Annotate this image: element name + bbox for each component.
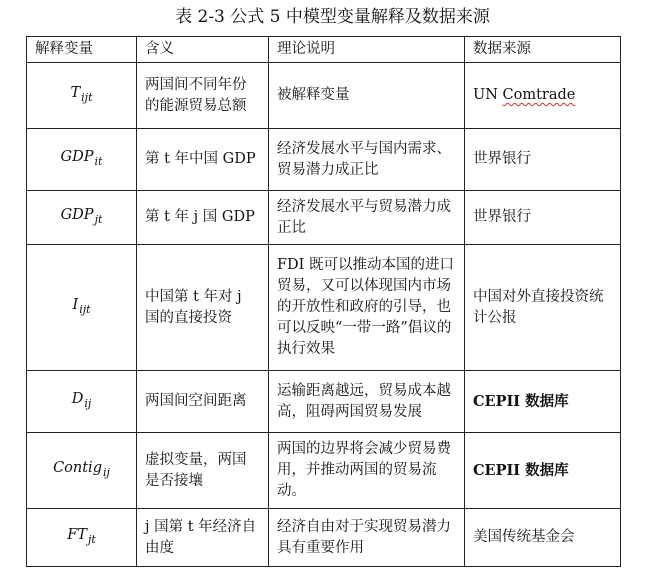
variable-cell: $GDP_{jt}$: [27, 191, 137, 245]
source-cell: 中国对外直接投资统计公报: [465, 245, 621, 371]
header-source: 数据来源: [465, 37, 621, 63]
source-cell: UN Comtrade: [465, 63, 621, 129]
source-cell: 美国传统基金会: [465, 509, 621, 567]
source-cell: CEPII 数据库: [465, 371, 621, 433]
header-theory: 理论说明: [269, 37, 465, 63]
meaning-cell: 虚拟变量，两国是否接壤: [137, 433, 269, 509]
table-row: [27, 371, 621, 433]
meaning-cell: 两国间不同年份的能源贸易总额: [137, 63, 269, 129]
table-caption: 表 2-3 公式 5 中模型变量解释及数据来源: [175, 7, 490, 27]
variable-cell: $D_{ij}$: [27, 371, 137, 433]
table-row: [27, 191, 621, 245]
meaning-cell: 第 t 年 j 国 GDP: [137, 191, 269, 245]
variable-cell: $I_{ijt}$: [27, 245, 137, 371]
variable-cell: Contig$_{ij}$: [27, 433, 137, 509]
header-meaning: 含义: [137, 37, 269, 63]
source-cell: CEPII 数据库: [465, 433, 621, 509]
table-row: [27, 129, 621, 191]
theory-cell: 经济自由对于实现贸易潜力具有重要作用: [269, 509, 465, 567]
source-cell: 世界银行: [465, 191, 621, 245]
table-row: [27, 509, 621, 567]
theory-cell: 两国的边界将会减少贸易费用，并推动两国的贸易流动。: [269, 433, 465, 509]
meaning-cell: j 国第 t 年经济自由度: [137, 509, 269, 567]
variables-table: [26, 36, 621, 567]
theory-cell: 经济发展水平与贸易潜力成正比: [269, 191, 465, 245]
meaning-cell: 中国第 t 年对 j 国的直接投资: [137, 245, 269, 371]
theory-cell: 运输距离越远，贸易成本越高，阻碍两国贸易发展: [269, 371, 465, 433]
meaning-cell: 两国间空间距离: [137, 371, 269, 433]
spellcheck-underline: Comtrade: [502, 87, 576, 103]
table-row: [27, 433, 621, 509]
header-variable: 解释变量: [27, 37, 137, 63]
table-row: [27, 245, 621, 371]
variable-cell: $GDP_{it}$: [27, 129, 137, 191]
table-header-row: [27, 37, 621, 63]
theory-cell: FDI 既可以推动本国的进口贸易，又可以体现国内市场的开放性和政府的引导，也可以反映“一带一路”倡议的执行效果: [269, 245, 465, 371]
theory-cell: 经济发展水平与国内需求、贸易潜力成正比: [269, 129, 465, 191]
source-cell: 世界银行: [465, 129, 621, 191]
variable-cell: $T_{ijt}$: [27, 63, 137, 129]
meaning-cell: 第 t 年中国 GDP: [137, 129, 269, 191]
theory-cell: 被解释变量: [269, 63, 465, 129]
variable-cell: $FT_{jt}$: [27, 509, 137, 567]
table-row: [27, 63, 621, 129]
